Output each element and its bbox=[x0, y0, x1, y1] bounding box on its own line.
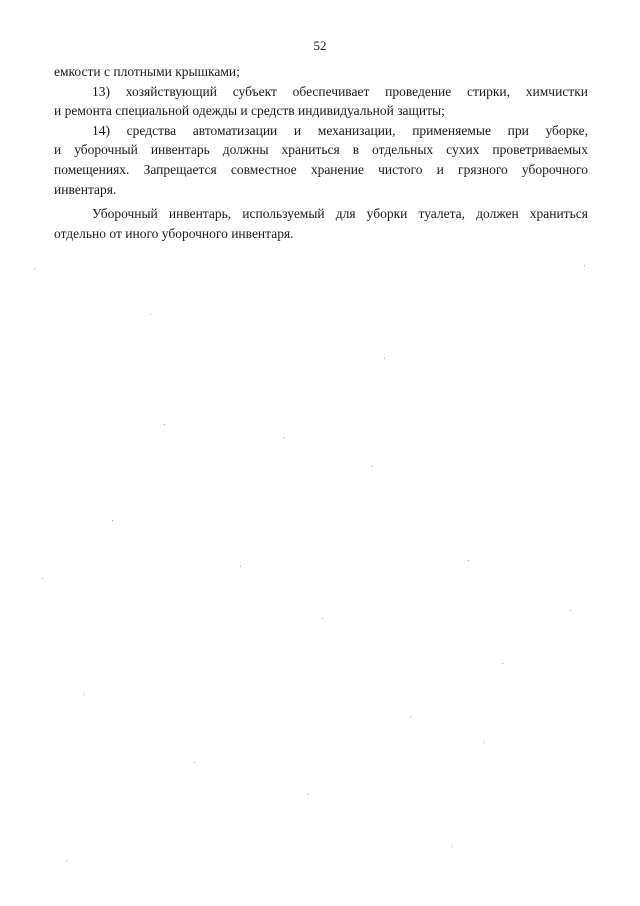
paragraph-item-14 bbox=[54, 121, 588, 199]
text-line: 13) хозяйствующий субъект обеспечивает проведение стирки, химчистки bbox=[92, 83, 588, 99]
text-line: емкости с плотными крышками; bbox=[54, 64, 240, 79]
scan-speck bbox=[468, 560, 469, 561]
text-line: помещениях. Запрещается совместное хранение чистого и грязного уборочного bbox=[54, 161, 588, 177]
scan-speck bbox=[452, 846, 453, 847]
scan-speck bbox=[194, 762, 195, 763]
text-line: и ремонта специальной одежды и средств индивидуальной защиты; bbox=[54, 103, 445, 119]
scan-speck bbox=[150, 314, 151, 315]
scan-speck bbox=[502, 663, 503, 664]
scan-speck bbox=[66, 860, 67, 861]
scan-speck bbox=[42, 578, 43, 579]
paragraph-item-13 bbox=[54, 82, 588, 121]
document-body bbox=[54, 62, 588, 243]
scan-speck bbox=[484, 742, 485, 743]
text-line: и уборочный инвентарь должны храниться в отдельных сухих проветриваемых bbox=[54, 142, 588, 158]
scan-speck bbox=[372, 466, 373, 467]
scan-speck bbox=[34, 268, 35, 269]
scan-speck bbox=[308, 794, 309, 795]
scan-speck bbox=[410, 716, 411, 717]
scan-speck bbox=[164, 424, 165, 425]
scan-speck bbox=[570, 610, 571, 611]
text-line: отдельно от иного уборочного инвентаря. bbox=[54, 225, 294, 241]
text-line: Уборочный инвентарь, используемый для уборки туалета, должен храниться bbox=[92, 206, 588, 222]
scan-speck bbox=[84, 694, 85, 695]
scan-speck bbox=[322, 618, 323, 619]
paragraph-container-tail bbox=[54, 62, 588, 82]
page-number: 52 bbox=[313, 38, 327, 53]
scan-speck bbox=[584, 265, 585, 266]
text-line: 14) средства автоматизации и механизации, применяемые при уборке, bbox=[92, 122, 588, 138]
text-line: инвентаря. bbox=[54, 181, 117, 197]
scan-speck bbox=[384, 358, 385, 359]
scan-speck bbox=[112, 520, 113, 521]
scan-speck bbox=[284, 437, 285, 438]
paragraph-toilet-inventory bbox=[54, 204, 588, 243]
scan-speck bbox=[240, 566, 241, 567]
